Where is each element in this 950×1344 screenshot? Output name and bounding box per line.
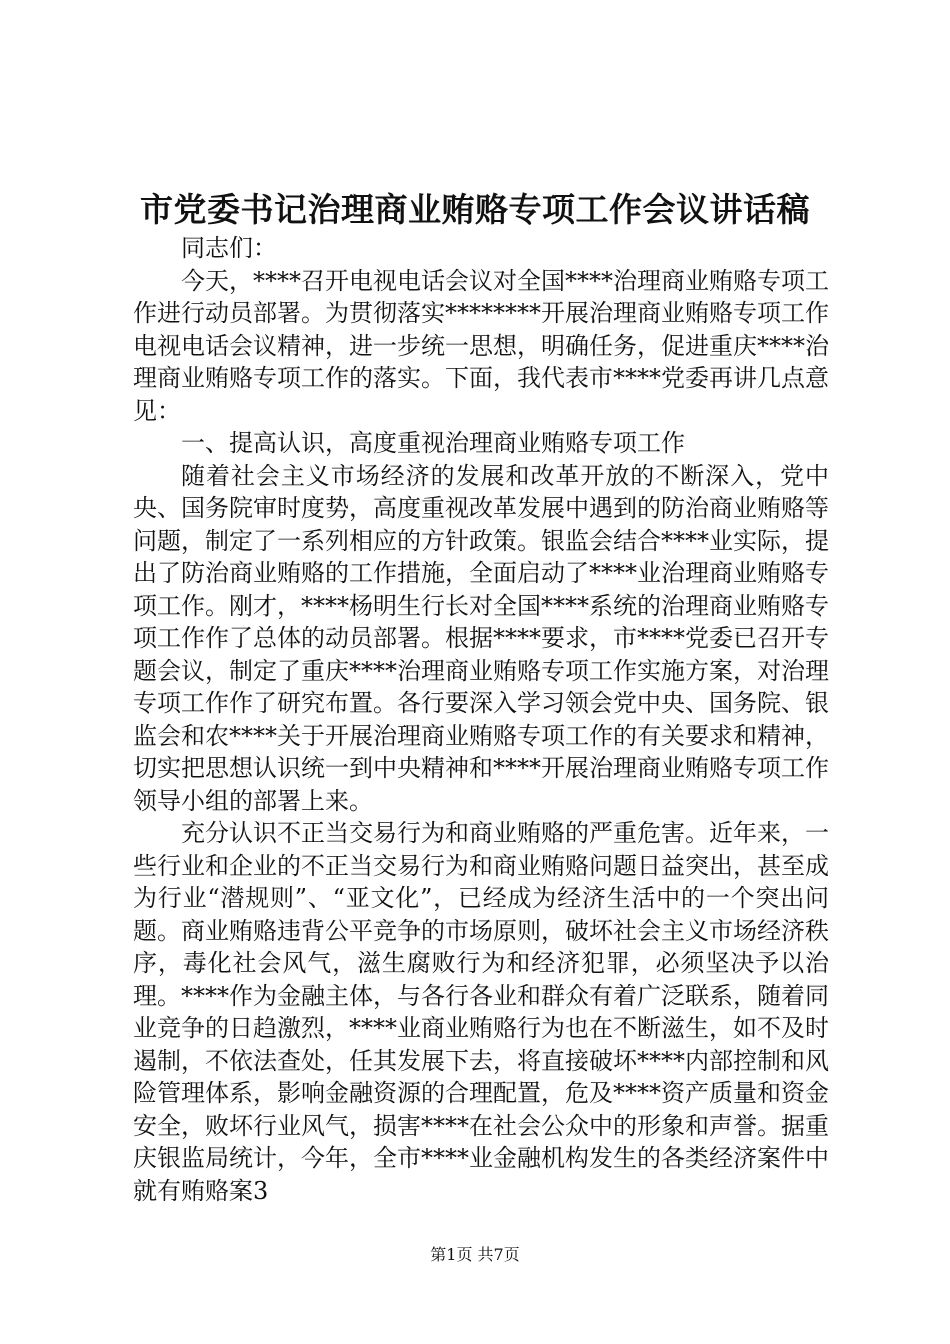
section-heading: 一、提高认识，高度重视治理商业贿赂专项工作 [181,429,685,457]
document-title: 市党委书记治理商业贿赂专项工作会议讲话稿 [140,190,810,229]
salutation: 同志们： [181,234,277,262]
paragraph: 充分认识不正当交易行为和商业贿赂的严重危害。近年来，一些行业和企业的不正当交易行为和商业贿赂问题日益突出，甚至成为行业“潜规则”、“亚文化”，已经成为经济生活中的一个突出问题。商业贿赂违背公平竞争的市场原则，破坏社会主义市场经济秩序，毒化社会风气，滋生腐败行为和经济犯罪，必须坚决予以治理。****作为金融主体，与各行各业和群众有着广泛联系，随着同业竞争的日趋激烈，****业商业贿赂行为也在不断滋生，如不及时遏制，不依法查处，任其发展下去，将直接破坏****内部控制和风险管理体系，影响金融资源的合理配置，危及****资产质量和资金安全，败坏行业风气，损害****在社会公众中的形象和声誉。据重庆银监局统计，今年，全市****业金融机构发生的各类经济案件中就有贿赂案3 [133,819,829,1205]
paragraph: 今天，****召开电视电话会议对全国****治理商业贿赂专项工作进行动员部署。为贯彻落实********开展治理商业贿赂专项工作电视电话会议精神，进一步统一思想，明确任务，促进重庆****治理商业贿赂专项工作的落实。下面，我代表市****党委再讲几点意见： [133,266,829,425]
page-footer: 第1页 共7页 [430,1245,520,1264]
paragraph: 随着社会主义市场经济的发展和改革开放的不断深入，党中央、国务院审时度势，高度重视改革发展中遇到的防治商业贿赂等问题，制定了一系列相应的方针政策。银监会结合****业实际，提出了防治商业贿赂的工作措施，全面启动了****业治理商业贿赂专项工作。刚才，****杨明生行长对全国****系统的治理商业贿赂专项工作作了总体的动员部署。根据****要求，市****党委已召开专题会议，制定了重庆****治理商业贿赂专项工作实施方案，对治理专项工作作了研究布置。各行要深入学习领会党中央、国务院、银监会和农****关于开展治理商业贿赂专项工作的有关要求和精神，切实把思想认识统一到中央精神和****开展治理商业贿赂专项工作领导小组的部署上来。 [133,461,829,815]
document-body [133,232,829,1207]
